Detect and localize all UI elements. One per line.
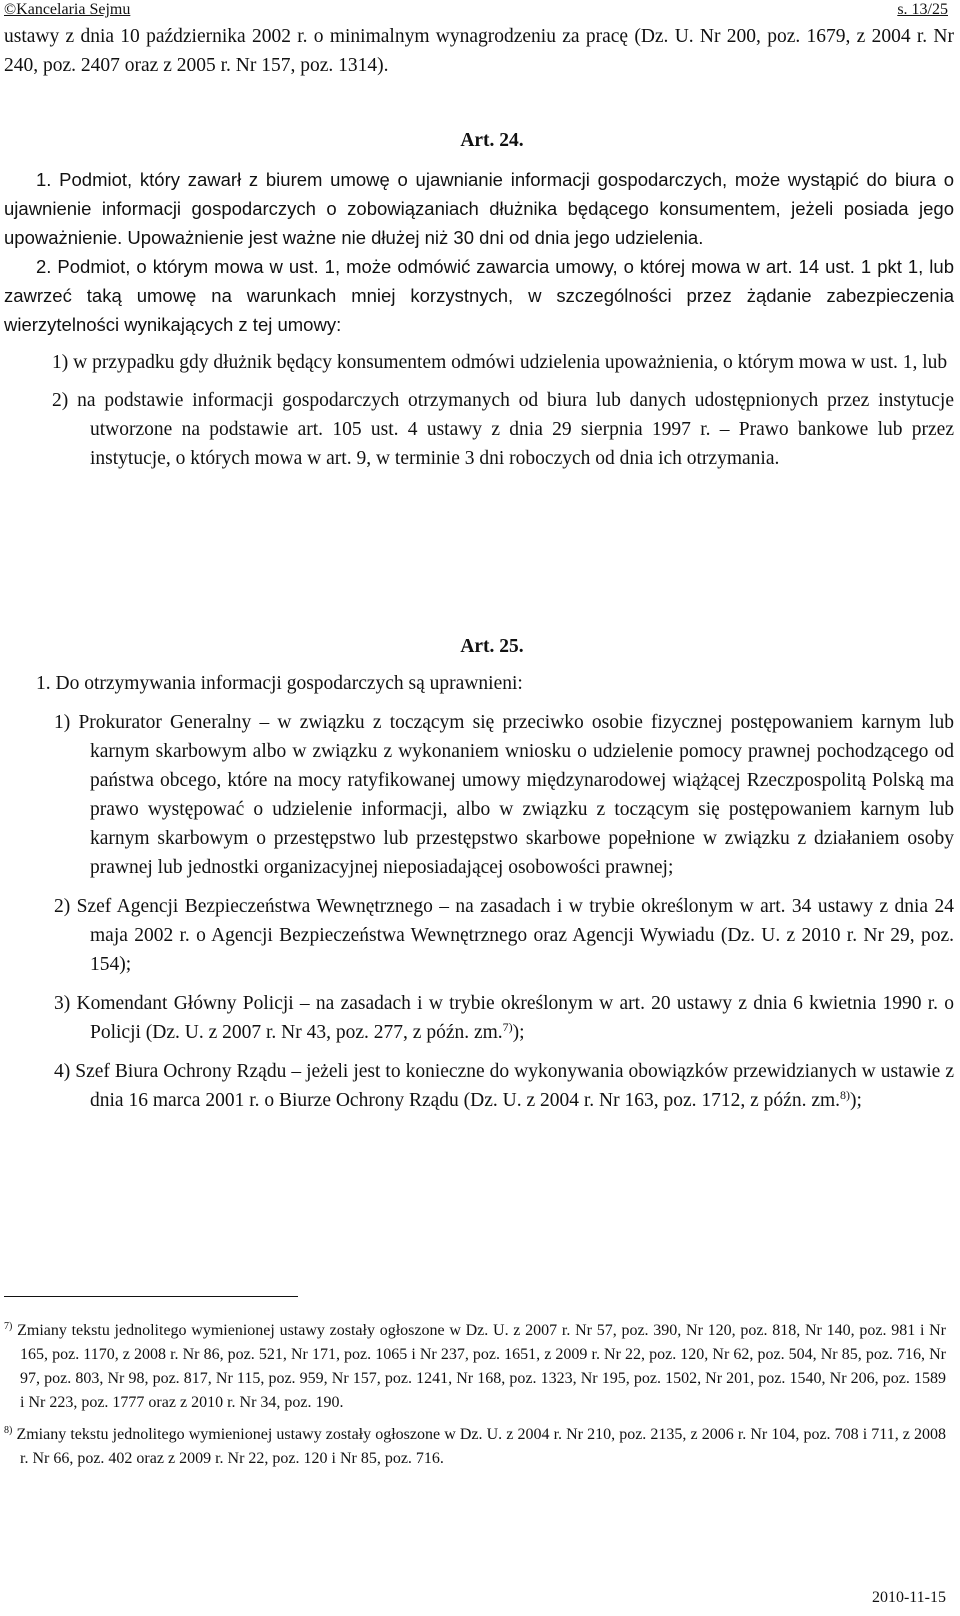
article-25-ust-1: 1. Do otrzymywania informacji gospodarczych są uprawnieni: [36, 673, 523, 694]
article-25-item-4 [4, 1057, 954, 1115]
footnote-divider [4, 1296, 298, 1297]
header-page-number: s. 13/25 [897, 1, 948, 18]
article-25-item-3-text: 3) Komendant Główny Policji – na zasadach i w trybie określonym w art. 20 ustawy z dnia 6 kwietnia 1990 r. o Policji (Dz. U. z 2007 r. Nr 43, poz. 277, z późn. zm. [54, 993, 954, 1043]
article-24-item-2: 2) na podstawie informacji gospodarczych otrzymanych od biura lub danych udostępnionych przez instytucje utworzone na podstawie art. 105 ust. 4 ustawy z dnia 29 sierpnia 1997 r. – Prawo bankowe lub przez instytucje, o których mowa w art. 9, w terminie 3 dni roboczych od dnia ich otrzymania. [52, 390, 954, 469]
footnote-mark: 7) [4, 1321, 13, 1332]
article-24-item-1: 1) w przypadku gdy dłużnik będący konsumentem odmówi udzielenia upoważnienia, o którym mowa w ust. 1, lub [52, 352, 948, 373]
article-25-item-2: 2) Szef Agencji Bezpieczeństwa Wewnętrznego – na zasadach i w trybie określonym w art. 34 ustawy z dnia 24 maja 2002 r. o Agencji Bezpieczeństwa Wewnętrznego oraz Agencji Wywiadu (Dz. U. z 2010 r. Nr 29, poz. 154); [54, 896, 954, 975]
article-24-title: Art. 24. [460, 130, 524, 151]
footnotes [4, 1319, 946, 1479]
header-copyright: ©Kancelaria Sejmu [4, 1, 131, 18]
article-25-item-4-end: ); [850, 1090, 862, 1111]
article-24-ust-1: 1. Podmiot, który zawarł z biurem umowę o ujawnianie informacji gospodarczych, może wystąpić do biura o ujawnienie informacji gospodarczych o zobowiązaniach dłużnika będącego konsumentem, jeżeli posiada jego upoważnienie. Upoważnienie jest ważne nie dłużej niż 30 dni od dnia jego udzielenia. [4, 169, 954, 248]
article-25-item-4-text: 4) Szef Biura Ochrony Rządu – jeżeli jest to konieczne do wykonywania obowiązków przewidzianych w ustawie z dnia 16 marca 2001 r. o Biurze Ochrony Rządu (Dz. U. z 2004 r. Nr 163, poz. 1712, z późn. zm. [54, 1061, 954, 1111]
article-25-item-3-end: ); [512, 1022, 525, 1043]
article-24 [4, 126, 954, 473]
article-25-item-3 [4, 989, 954, 1047]
intro-paragraph: ustawy z dnia 10 października 2002 r. o minimalnym wynagrodzeniu za pracę (Dz. U. Nr 200, poz. 1679, z 2004 r. Nr 240, poz. 2407 oraz z 2005 r. Nr 157, poz. 1314). [4, 26, 954, 76]
footer-date: 2010-11-15 [871, 1589, 946, 1606]
footnote-8 [4, 1423, 946, 1471]
article-25-item-1: 1) Prokurator Generalny – w związku z toczącym się przeciwko osobie fizycznej postępowaniem karnym lub karnym skarbowym albo w związku z wykonaniem wniosku o udzielenie pomocy prawnej pochodzącego od państwa obcego, które na mocy ratyfikowanej umowy międzynarodowej wiążącej Rzeczpospolitą Polską ma prawo występować o udzielenie informacji, albo w związku z toczącym się postępowaniem karnym lub karnym skarbowym o przestępstwo lub przestępstwo skarbowe popełnione w związku z działaniem osoby prawnej lub jednostki organizacyjnej nieposiadającej osobowości prawnej; [54, 712, 954, 878]
footnote-7 [4, 1319, 946, 1415]
footnote-text: Zmiany tekstu jednolitego wymienionej ustawy zostały ogłoszone w Dz. U. z 2004 r. Nr 210, poz. 2135, z 2006 r. Nr 104, poz. 708 i 711, z 2008 r. Nr 66, poz. 402 oraz z 2009 r. Nr 22, poz. 120 i Nr 85, poz. 716. [16, 1426, 947, 1467]
article-24-content [4, 165, 954, 339]
article-25 [4, 632, 954, 1115]
footnote-text: Zmiany tekstu jednolitego wymienionej ustawy zostały ogłoszone w Dz. U. z 2007 r. Nr 57, poz. 390, Nr 120, poz. 818, Nr 140, poz. 981 i Nr 165, poz. 1170, z 2008 r. Nr 86, poz. 521, Nr 171, poz. 1065 i Nr 237, poz. 1651, z 2009 r. Nr 22, poz. 120, Nr 62, poz. 504, Nr 85, poz. 716, Nr 97, poz. 803, Nr 98, poz. 817, Nr 115, poz. 959, Nr 157, poz. 1241, Nr 168, poz. 1323, Nr 195, poz. 1502, Nr 201, poz. 1540, Nr 206, poz. 1589 i Nr 223, poz. 1777 oraz z 2010 r. Nr 34, poz. 190. [17, 1322, 947, 1411]
footnote-mark: 8) [4, 1425, 13, 1436]
article-25-title: Art. 25. [460, 636, 524, 657]
footnote-ref-8[interactable]: 8) [840, 1088, 851, 1102]
footnote-ref-7[interactable]: 7) [502, 1020, 513, 1034]
article-24-ust-2: 2. Podmiot, o którym mowa w ust. 1, może odmówić zawarcia umowy, o której mowa w art. 14 ust. 1 pkt 1, lub zawrzeć taką umowę na warunkach mniej korzystnych, w szczególności przez żądanie zabezpieczenia wierzytelności wynikających z tej umowy: [4, 256, 954, 335]
